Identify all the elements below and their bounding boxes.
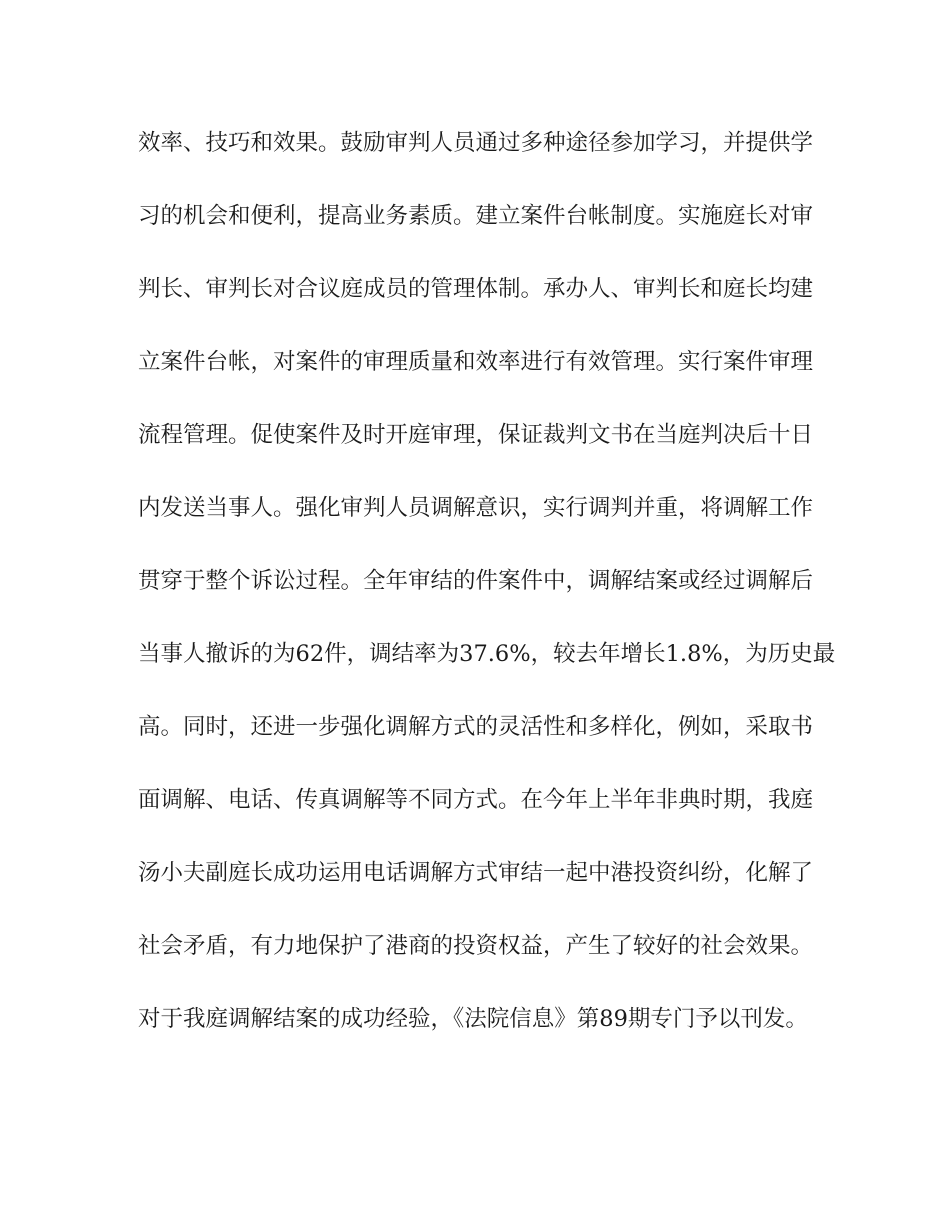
text-line: 内发送当事人。强化审判人员调解意识，实行调判并重，将调解工作 [138,495,814,521]
text-line: 判长、审判长对合议庭成员的管理体制。承办人、审判长和庭长均建 [138,276,814,302]
text-line: 立案件台帐，对案件的审理质量和效率进行有效管理。实行案件审理 [138,349,814,375]
text-line: 面调解、电话、传真调解等不同方式。在今年上半年非典时期，我庭 [138,787,814,813]
body-paragraph [138,124,836,1073]
text-line: 社会矛盾，有力地保护了港商的投资权益，产生了较好的社会效果。 [138,933,814,959]
text-line: 当事人撤诉的为62件，调结率为37.6%，较去年增长1.8%，为历史最 [138,641,836,667]
text-line: 流程管理。促使案件及时开庭审理，保证裁判文书在当庭判决后十日 [138,422,814,448]
text-line: 效率、技巧和效果。鼓励审判人员通过多种途径参加学习，并提供学 [138,130,814,156]
text-line: 习的机会和便利，提高业务素质。建立案件台帐制度。实施庭长对审 [138,203,814,229]
text-line: 高。同时，还进一步强化调解方式的灵活性和多样化，例如，采取书 [138,714,814,740]
text-line: 对于我庭调解结案的成功经验，《法院信息》第89期专门予以刊发。 [138,1006,808,1032]
text-line: 汤小夫副庭长成功运用电话调解方式审结一起中港投资纠纷，化解了 [138,860,814,886]
text-line: 贯穿于整个诉讼过程。全年审结的件案件中，调解结案或经过调解后 [138,568,814,594]
